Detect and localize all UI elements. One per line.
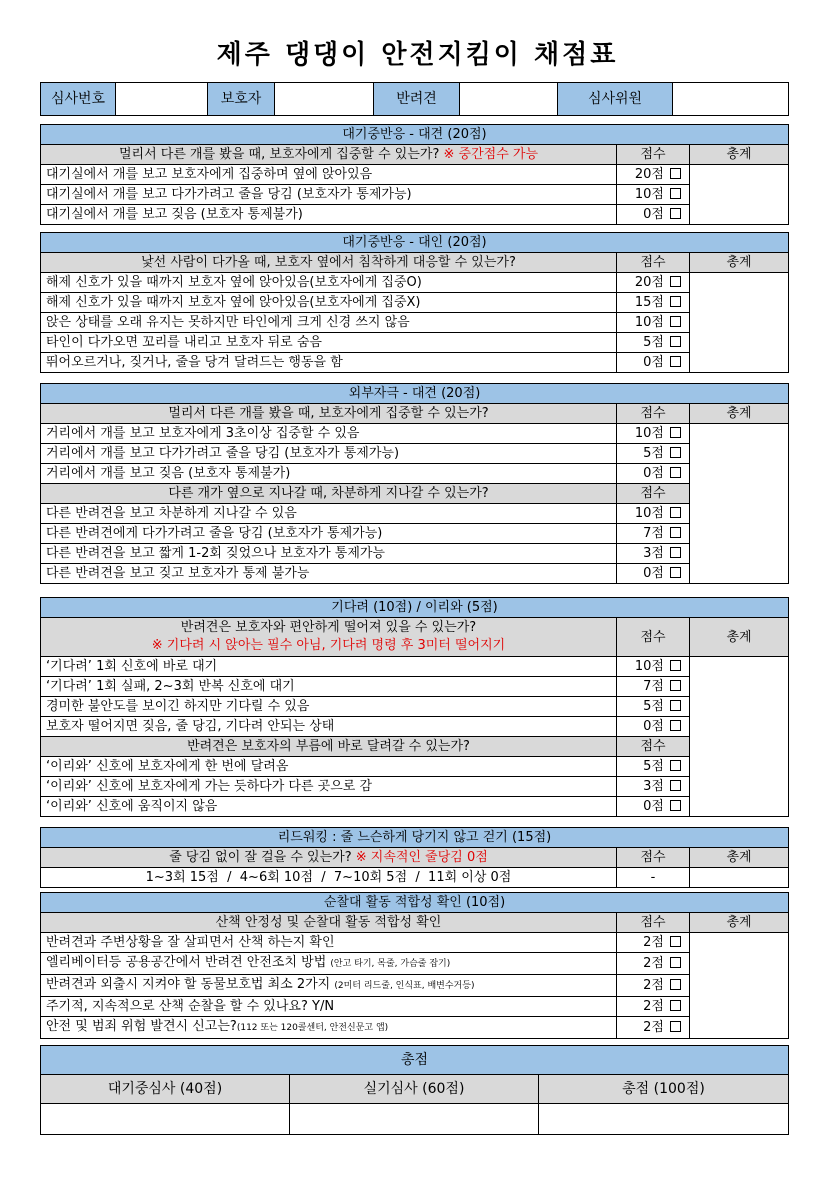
list-item: 다른 반려견을 보고 짧게 1-2회 짖었으나 보호자가 통제가능 3점 (41, 544, 789, 564)
list-item: ‘이리와’ 신호에 움직이지 않음 0점 (41, 797, 789, 817)
checkbox[interactable] (670, 507, 681, 518)
total-cell[interactable] (690, 165, 789, 225)
total-header: 총계 (690, 404, 789, 424)
checkbox[interactable] (670, 527, 681, 538)
question-row: 다른 개가 옆으로 지나갈 때, 차분하게 지나갈 수 있는가? (41, 484, 617, 504)
checkbox[interactable] (670, 276, 681, 287)
section-waiting-dog (40, 124, 789, 225)
list-item: 앉은 상태를 오래 유지는 못하지만 타인에게 크게 신경 쓰지 않음 10점 (41, 313, 789, 333)
checkbox[interactable] (670, 957, 681, 968)
dog-label: 반려견 (374, 83, 460, 116)
list-item: 다른 반려견을 보고 짖고 보호자가 통제 불가능 0점 (41, 564, 789, 584)
checkbox[interactable] (670, 936, 681, 947)
checkbox[interactable] (670, 660, 681, 671)
list-item: 1~3회 15점 / 4~6회 10점 / 7~10회 5점 / 11회 이상 0점 - (41, 868, 789, 888)
score-header: 점수 (617, 484, 690, 504)
checkbox[interactable] (670, 296, 681, 307)
list-item: 거리에서 개를 보고 다가가려고 줄을 당김 (보호자가 통제가능) 5점 (41, 444, 789, 464)
section-header: 리드워킹 : 줄 느슨하게 당기지 않고 걷기 (15점) (41, 828, 789, 848)
total-cell[interactable] (690, 933, 789, 1039)
total-header: 총계 (690, 618, 789, 657)
list-item: 거리에서 개를 보고 짖음 (보호자 통제불가) 0점 (41, 464, 789, 484)
exam-number-label: 심사번호 (41, 83, 116, 116)
question-row: 낯선 사람이 다가올 때, 보호자 옆에서 침착하게 대응할 수 있는가? (41, 253, 617, 273)
checkbox[interactable] (670, 700, 681, 711)
score-header: 점수 (617, 145, 690, 165)
checkbox[interactable] (670, 720, 681, 731)
score-header: 점수 (617, 404, 690, 424)
summary-table (40, 1045, 789, 1135)
list-item: 뛰어오르거나, 짖거나, 줄을 당겨 달려드는 행동을 함 0점 (41, 353, 789, 373)
list-item: 거리에서 개를 보고 보호자에게 3초이상 집중할 수 있음 10점 (41, 424, 789, 444)
score-header: 점수 (617, 848, 690, 868)
question-row: 산책 안정성 및 순찰대 활동 적합성 확인 (41, 913, 617, 933)
list-item: ‘이리와’ 신호에 보호자에게 가는 듯하다가 다른 곳으로 감 3점 (41, 777, 789, 797)
list-item: ‘이리와’ 신호에 보호자에게 한 번에 달려옴 5점 (41, 757, 789, 777)
list-item: 다른 반려견에게 다가가려고 줄을 당김 (보호자가 통제가능) 7점 (41, 524, 789, 544)
checkbox[interactable] (670, 1021, 681, 1032)
grand-total-field[interactable] (539, 1104, 789, 1135)
list-item: 타인이 다가오면 꼬리를 내리고 보호자 뒤로 숨음 5점 (41, 333, 789, 353)
practical-total-field[interactable] (290, 1104, 539, 1135)
checkbox[interactable] (670, 168, 681, 179)
list-item: ‘기다려’ 1회 신호에 바로 대기 10점 (41, 657, 789, 677)
guardian-field[interactable] (275, 83, 374, 116)
list-item: 안전 및 범죄 위험 발견시 신고는?(112 또는 120콜센터, 안전신문고 앱) 2점 (41, 1017, 789, 1039)
judge-label: 심사위원 (558, 83, 673, 116)
score-header: 점수 (617, 737, 690, 757)
list-item: 반려견과 외출시 지켜야 할 동물보호법 최소 2가지 (2미터 리드줄, 인식표, 배변수거등) 2점 (41, 975, 789, 997)
section-header: 대기중반응 - 대인 (20점) (41, 233, 789, 253)
checkbox[interactable] (670, 336, 681, 347)
section-header: 외부자극 - 대견 (20점) (41, 384, 789, 404)
exam-number-field[interactable] (116, 83, 208, 116)
list-item: 엘리베이터등 공용공간에서 반려견 안전조치 방법 (안고 타기, 목줄, 가슴줄 잡기) 2점 (41, 953, 789, 975)
page-title: 제주 댕댕이 안전지킴이 채점표 (216, 40, 619, 70)
checkbox[interactable] (670, 427, 681, 438)
checkbox[interactable] (670, 447, 681, 458)
summary-header: 총점 (41, 1046, 789, 1075)
list-item: 보호자 떨어지면 짖음, 줄 당김, 기다려 안되는 상태 0점 (41, 717, 789, 737)
total-cell[interactable] (690, 273, 789, 373)
question-row: 반려견은 보호자와 편안하게 떨어져 있을 수 있는가? ※ 기다려 시 앉아는 필수 아님, 기다려 명령 후 3미터 떨어지기 (41, 618, 617, 657)
list-item: 해제 신호가 있을 때까지 보호자 옆에 앉아있음(보호자에게 집중X) 15점 (41, 293, 789, 313)
score-header: 점수 (617, 618, 690, 657)
section-waiting-person (40, 232, 789, 373)
section-header: 순찰대 활동 적합성 확인 (10점) (41, 893, 789, 913)
total-header: 총계 (690, 913, 789, 933)
checkbox[interactable] (670, 356, 681, 367)
score-header: 점수 (617, 253, 690, 273)
score-header: 점수 (617, 913, 690, 933)
checkbox[interactable] (670, 567, 681, 578)
grand-total-label: 총점 (100점) (539, 1075, 789, 1104)
waiting-total-field[interactable] (41, 1104, 290, 1135)
practical-total-label: 실기심사 (60점) (290, 1075, 539, 1104)
list-item: 대기실에서 개를 보고 다가가려고 줄을 당김 (보호자가 통제가능) 10점 (41, 185, 789, 205)
checkbox[interactable] (670, 800, 681, 811)
question-row: 멀리서 다른 개를 봤을 때, 보호자에게 집중할 수 있는가? (41, 404, 617, 424)
total-cell[interactable] (690, 657, 789, 817)
question-row: 반려견은 보호자의 부름에 바로 달려갈 수 있는가? (41, 737, 617, 757)
checkbox[interactable] (670, 316, 681, 327)
section-lead-walking (40, 827, 789, 888)
question-row: 줄 당김 없이 잘 걸을 수 있는가? ※ 지속적인 줄당김 0점 (41, 848, 617, 868)
list-item: 다른 반려견을 보고 차분하게 지나갈 수 있음 10점 (41, 504, 789, 524)
question-row: 멀리서 다른 개를 봤을 때, 보호자에게 집중할 수 있는가? ※ 중간점수 가능 (41, 145, 617, 165)
total-cell[interactable] (690, 424, 789, 584)
checkbox[interactable] (670, 680, 681, 691)
section-header: 기다려 (10점) / 이리와 (5점) (41, 598, 789, 618)
list-item: 경미한 불안도를 보이긴 하지만 기다릴 수 있음 5점 (41, 697, 789, 717)
section-wait-come (40, 597, 789, 817)
checkbox[interactable] (670, 979, 681, 990)
checkbox[interactable] (670, 780, 681, 791)
total-header: 총계 (690, 848, 789, 868)
list-item: 대기실에서 개를 보고 보호자에게 집중하며 옆에 앉아있음 20점 (41, 165, 789, 185)
dog-field[interactable] (460, 83, 558, 116)
list-item: 대기실에서 개를 보고 짖음 (보호자 통제불가) 0점 (41, 205, 789, 225)
list-item: 반려견과 주변상황을 잘 살피면서 산책 하는지 확인 2점 (41, 933, 789, 953)
judge-field[interactable] (673, 83, 789, 116)
section-patrol-fitness (40, 892, 789, 1039)
guardian-label: 보호자 (208, 83, 275, 116)
total-cell[interactable] (690, 868, 789, 888)
checkbox[interactable] (670, 208, 681, 219)
info-table (40, 82, 789, 116)
list-item: 주기적, 지속적으로 산책 순찰을 할 수 있나요? Y/N 2점 (41, 997, 789, 1017)
checkbox[interactable] (670, 188, 681, 199)
total-header: 총계 (690, 145, 789, 165)
checkbox[interactable] (670, 467, 681, 478)
list-item: 해제 신호가 있을 때까지 보호자 옆에 앉아있음(보호자에게 집중O) 20점 (41, 273, 789, 293)
checkbox[interactable] (670, 760, 681, 771)
list-item: ‘기다려’ 1회 실패, 2~3회 반복 신호에 대기 7점 (41, 677, 789, 697)
total-header: 총계 (690, 253, 789, 273)
checkbox[interactable] (670, 1000, 681, 1011)
section-external-dog (40, 383, 789, 584)
waiting-total-label: 대기중심사 (40점) (41, 1075, 290, 1104)
section-header: 대기중반응 - 대견 (20점) (41, 125, 789, 145)
checkbox[interactable] (670, 547, 681, 558)
